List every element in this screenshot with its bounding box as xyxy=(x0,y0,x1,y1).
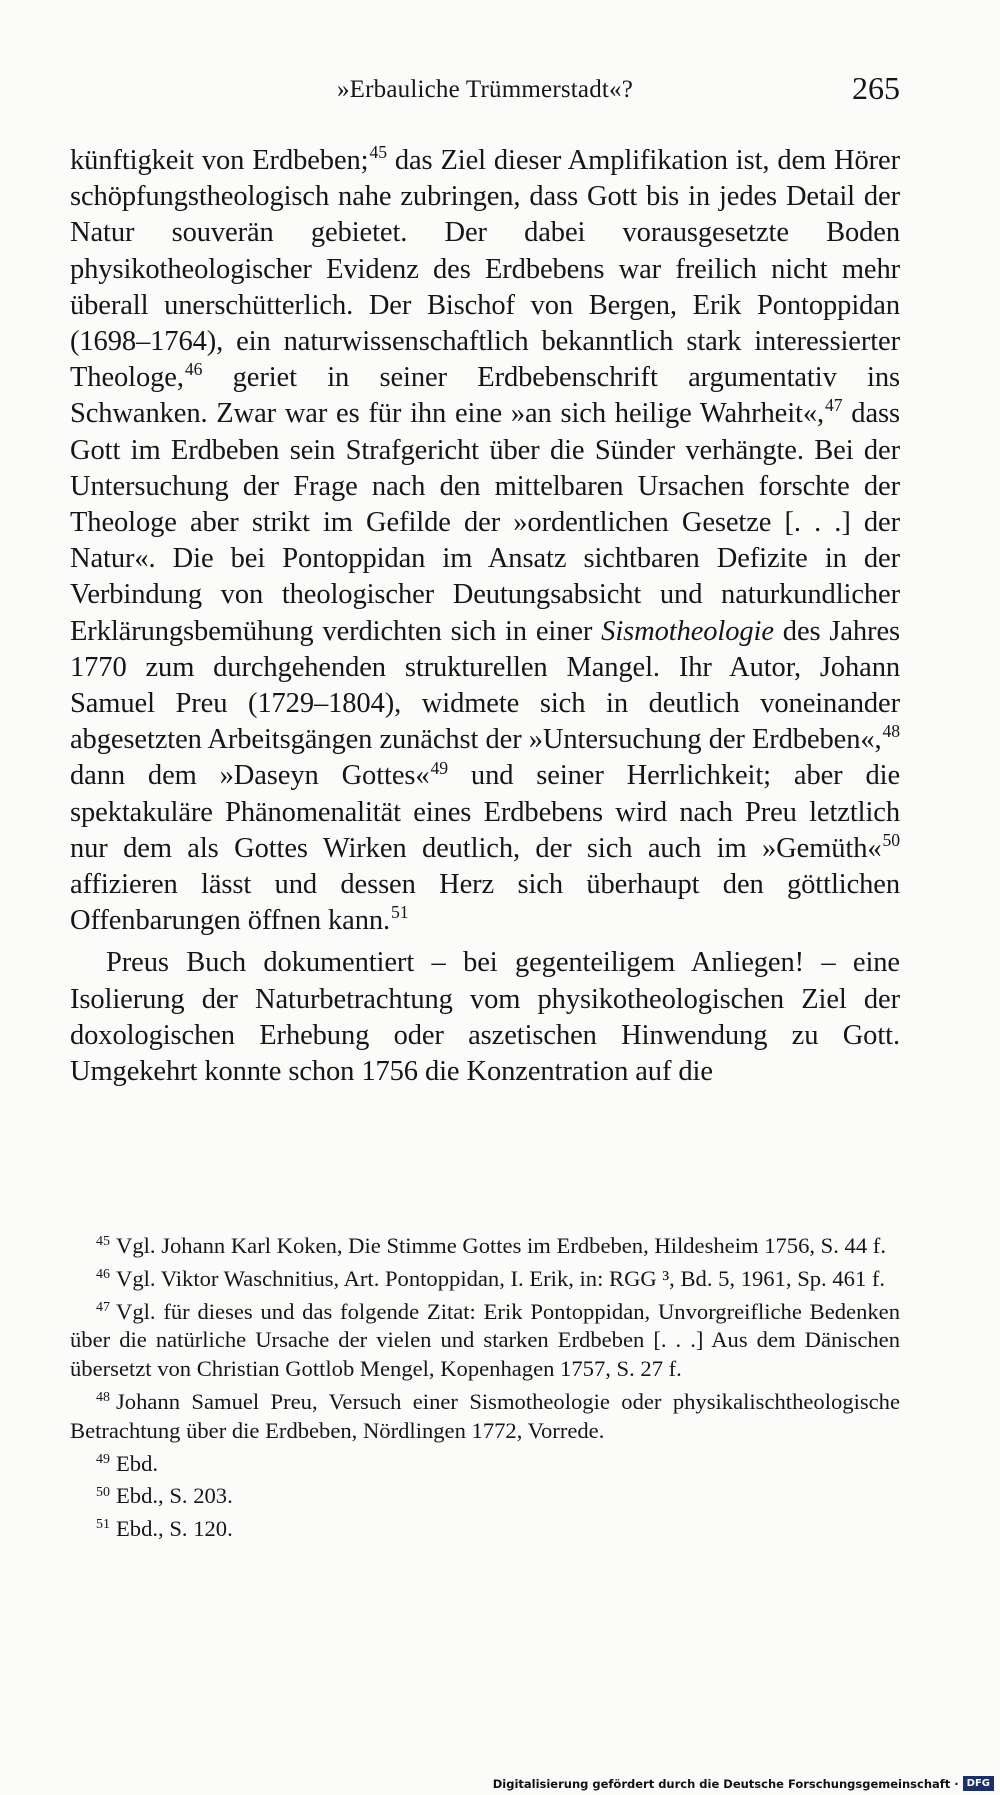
footnote-number: 47 xyxy=(96,1299,110,1315)
dfg-logo: DFG xyxy=(963,1776,994,1791)
footnote-number: 45 xyxy=(96,1234,110,1250)
paragraph-2: Preus Buch dokumentiert – bei gegenteiligem Anliegen! – eine Isolierung der Naturbetrachtung vom physikotheologischen Ziel der doxologischen Erhebung oder aszetischen Hinwendung zu Gott. Umgekehrt konnte schon 1756 die Konzentration auf die xyxy=(70,947,900,1088)
footnote-text: Johann Samuel Preu, Versuch einer Sismotheologie oder physikalischtheologische Betrachtung über die Erdbeben, Nördlingen 1772, Vorrede. xyxy=(70,1388,900,1443)
footnote-ref-46[interactable]: 46 xyxy=(184,359,203,380)
footnote-text: Ebd. xyxy=(116,1450,159,1476)
footnotes xyxy=(70,1232,900,1548)
footnote-number: 49 xyxy=(96,1451,110,1467)
footnote-ref-48[interactable]: 48 xyxy=(882,721,900,742)
footnote-49 xyxy=(70,1450,900,1479)
footnote-ref-51[interactable]: 51 xyxy=(391,902,409,923)
book-title-sismotheologie: Sismotheologie xyxy=(601,615,774,647)
text-run: dann dem »Daseyn Gottes« xyxy=(70,760,430,792)
footnote-text: Vgl. Viktor Waschnitius, Art. Pontoppidan, I. Erik, in: RGG ³, Bd. 5, 1961, Sp. 461 f. xyxy=(116,1265,886,1291)
footnote-number: 46 xyxy=(96,1267,110,1283)
credit-text: Digitalisierung gefördert durch die Deutsche Forschungsgemeinschaft · xyxy=(492,1776,959,1791)
footnote-46 xyxy=(70,1265,900,1294)
text-run: und seiner Herrlichkeit; aber die spektakuläre Phänomenalität eines Erdbebens wird nach Preu letztlich nur dem als Gottes Wirken deutlich, der sich auch im »Gemüth« xyxy=(70,760,900,864)
footnote-50 xyxy=(70,1482,900,1511)
page-number: 265 xyxy=(852,70,900,106)
footnote-number: 51 xyxy=(96,1517,110,1533)
footnote-text: Vgl. Johann Karl Koken, Die Stimme Gottes im Erdbeben, Hildesheim 1756, S. 44 f. xyxy=(116,1233,886,1258)
footnote-text: Ebd., S. 203. xyxy=(116,1483,233,1509)
footnote-text: Ebd., S. 120. xyxy=(116,1516,233,1542)
main-text xyxy=(70,143,900,1090)
footnote-51 xyxy=(70,1515,900,1544)
text-run: künftigkeit von Erdbeben; xyxy=(70,145,369,176)
paragraph-1 xyxy=(70,143,900,939)
text-run: affizieren lässt und dessen Herz sich überhaupt den göttlichen Offenbarungen öffnen kann. xyxy=(70,869,900,937)
footnote-ref-50[interactable]: 50 xyxy=(882,829,900,850)
footnote-45 xyxy=(70,1232,900,1261)
footnote-number: 50 xyxy=(96,1484,110,1500)
running-head xyxy=(70,70,900,110)
footnote-47 xyxy=(70,1298,900,1384)
footnote-48 xyxy=(70,1388,900,1446)
footnote-text: Vgl. für dieses und das folgende Zitat: Erik Pontoppidan, Unvorgreifliche Bedenken über die natürliche Ursache der vielen und starken Erdbeben [. . .] Aus dem Dänischen übersetzt von Christian Gottlob Mengel, Kopenhagen 1757, S. 27 f. xyxy=(70,1298,900,1382)
footnote-ref-45[interactable]: 45 xyxy=(369,142,387,163)
text-run: das Ziel dieser Amplifikation ist, dem Hörer schöpfungstheologisch nahe zubringen, dass Gott bis in jedes Detail der Natur souverän gebietet. Der dabei vorausgesetzte Boden physikotheologischer Evidenz des Erdbebens war freilich nicht mehr überall unerschütterlich. Der Bischof von Bergen, Erik Pontoppidan (1698–1764), ein naturwissenschaftlich bekanntlich stark interessierter Theologe, xyxy=(70,145,900,394)
text-run: geriet in seiner Erdbebenschrift argumentativ ins Schwanken. Zwar war es für ihn eine »an sich heilige Wahrheit«, xyxy=(70,362,900,430)
running-title: »Erbauliche Trümmerstadt«? xyxy=(336,76,634,103)
footnote-ref-47[interactable]: 47 xyxy=(825,395,843,416)
footnote-ref-49[interactable]: 49 xyxy=(430,757,448,778)
text-run: dass Gott im Erdbeben sein Strafgericht über die Sünder verhängte. Bei der Untersuchung der Frage nach den mittelbaren Ursachen forschte der Theologe aber strikt im Gefilde der »ordentlichen Gesetze [. . .] der Natur«. Die bei Pontoppidan im Ansatz sichtbaren Defizite in der Verbindung von theologischer Deutungsabsicht und naturkundlicher Erklärungsbemühung verdichten sich in einer xyxy=(70,398,900,647)
digitization-credit xyxy=(493,1776,994,1791)
footnote-number: 48 xyxy=(96,1390,110,1406)
text-run: des Jahres 1770 zum durchgehenden strukturellen Mangel. Ihr Autor, Johann Samuel Preu (1729–1804), widmete sich in deutlich voneinander abgesetzten Arbeitsgängen zunächst der »Untersuchung der Erdbeben«, xyxy=(70,615,900,756)
